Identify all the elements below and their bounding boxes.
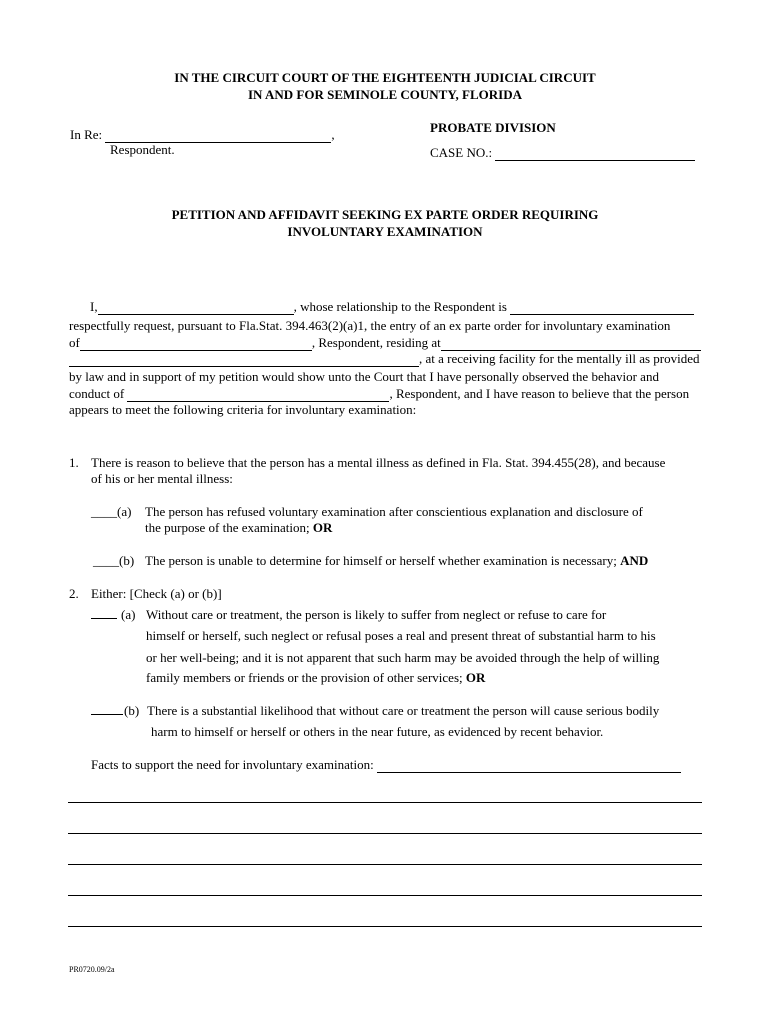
reason-text: , Respondent, and I have reason to believe that the person — [389, 386, 690, 401]
item2-number: 2. — [69, 586, 79, 601]
residing-label: , Respondent, residing at — [311, 335, 441, 350]
facts-line-5[interactable] — [68, 926, 702, 927]
case-number-field[interactable] — [495, 146, 695, 161]
intro-line1 — [90, 299, 694, 315]
court-title-line2: IN AND FOR SEMINOLE COUNTY, FLORIDA — [248, 87, 522, 102]
item1b-prefix[interactable]: ____(b) — [93, 553, 135, 568]
intro-line7: appears to meet the following criteria for involuntary examination: — [69, 402, 417, 417]
item1b-text: The person is unable to determine for himself or herself whether examination is necessary; — [145, 553, 617, 568]
facts-line-1[interactable] — [68, 802, 702, 803]
intro-line2: respectfully request, pursuant to Fla.Stat. 394.463(2)(a)1, the entry of an ex parte order for involuntary examination — [69, 318, 671, 333]
item1b-and: AND — [620, 553, 649, 568]
petitioner-name-field[interactable] — [98, 300, 294, 315]
in-re-comma: , — [331, 127, 335, 142]
relationship-field[interactable] — [510, 300, 694, 315]
intro-line5: by law and in support of my petition would show unto the Court that I have personally observed the behavior and — [69, 369, 659, 384]
residence-field-2[interactable] — [69, 352, 419, 367]
case-no-label: CASE NO.: — [430, 145, 493, 160]
item2b-prefix: (b) — [124, 703, 140, 718]
item2a-line4 — [146, 670, 485, 686]
facts-block — [91, 757, 681, 773]
form-code: PR0720.09/2a — [69, 965, 115, 974]
petition-title-line1: PETITION AND AFFIDAVIT SEEKING EX PARTE ORDER REQUIRING — [171, 207, 599, 222]
item2a-or: OR — [465, 670, 486, 685]
facts-label: Facts to support the need for involuntary examination: — [91, 757, 374, 772]
respondent-conduct-field[interactable] — [127, 387, 389, 402]
in-re-block — [70, 127, 335, 143]
case-no-block — [430, 145, 695, 161]
intro-line4 — [69, 351, 699, 367]
item1-line2: of his or her mental illness: — [91, 471, 233, 486]
of-label: of — [69, 335, 80, 350]
facts-line-4[interactable] — [68, 895, 702, 896]
item1a-line2 — [145, 520, 332, 536]
item2a-line1: Without care or treatment, the person is likely to suffer from neglect or refuse to care for — [146, 607, 607, 622]
item1a-prefix[interactable]: ____(a) — [91, 504, 132, 519]
petition-title-line2: INVOLUNTARY EXAMINATION — [287, 224, 483, 239]
probate-division: PROBATE DIVISION — [430, 120, 556, 135]
intro-line6 — [69, 386, 689, 402]
respondent-name-field[interactable] — [105, 128, 331, 143]
item2a-line2: himself or herself, such neglect or refusal poses a real and present threat of substantial harm to his — [146, 628, 656, 643]
respondent-name-field-2[interactable] — [80, 336, 312, 351]
item1a-or: OR — [312, 520, 333, 535]
item2b-line1: There is a substantial likelihood that without care or treatment the person will cause serious bodily — [147, 703, 660, 718]
relationship-label: , whose relationship to the Respondent is — [293, 299, 507, 314]
item1a-line1: The person has refused voluntary examination after conscientious explanation and disclosure of — [145, 504, 643, 519]
item2a-prefix: (a) — [121, 607, 136, 622]
in-re-label: In Re: — [70, 127, 103, 142]
item2-either: Either: [Check (a) or (b)] — [91, 586, 222, 601]
item1-number: 1. — [69, 455, 79, 470]
residence-field-1[interactable] — [441, 336, 701, 351]
item2a-checkbox-line[interactable] — [91, 607, 117, 623]
conduct-of-label: conduct of — [69, 386, 125, 401]
receiving-facility-text: , at a receiving facility for the mentally ill as provided — [419, 351, 700, 366]
intro-i-label: I, — [90, 299, 98, 314]
facts-field-0[interactable] — [377, 758, 681, 773]
item2b-line2: harm to himself or herself or others in the near future, as evidenced by recent behavior. — [151, 724, 604, 739]
item1a-text: the purpose of the examination; — [145, 520, 310, 535]
item2a-text: family members or friends or the provision of other services; — [146, 670, 463, 685]
item1-line1: There is reason to believe that the person has a mental illness as defined in Fla. Stat. 394.455(28), and because — [91, 455, 666, 470]
item2b-checkbox-line[interactable] — [91, 703, 123, 719]
facts-line-2[interactable] — [68, 833, 702, 834]
intro-line3 — [69, 335, 701, 351]
respondent-label: Respondent. — [110, 142, 175, 157]
facts-line-3[interactable] — [68, 864, 702, 865]
item2a-line3: or her well-being; and it is not apparent that such harm may be avoided through the help of willing — [146, 650, 660, 665]
court-title-line1: IN THE CIRCUIT COURT OF THE EIGHTEENTH JUDICIAL CIRCUIT — [174, 70, 596, 85]
item1b-line — [145, 553, 648, 569]
